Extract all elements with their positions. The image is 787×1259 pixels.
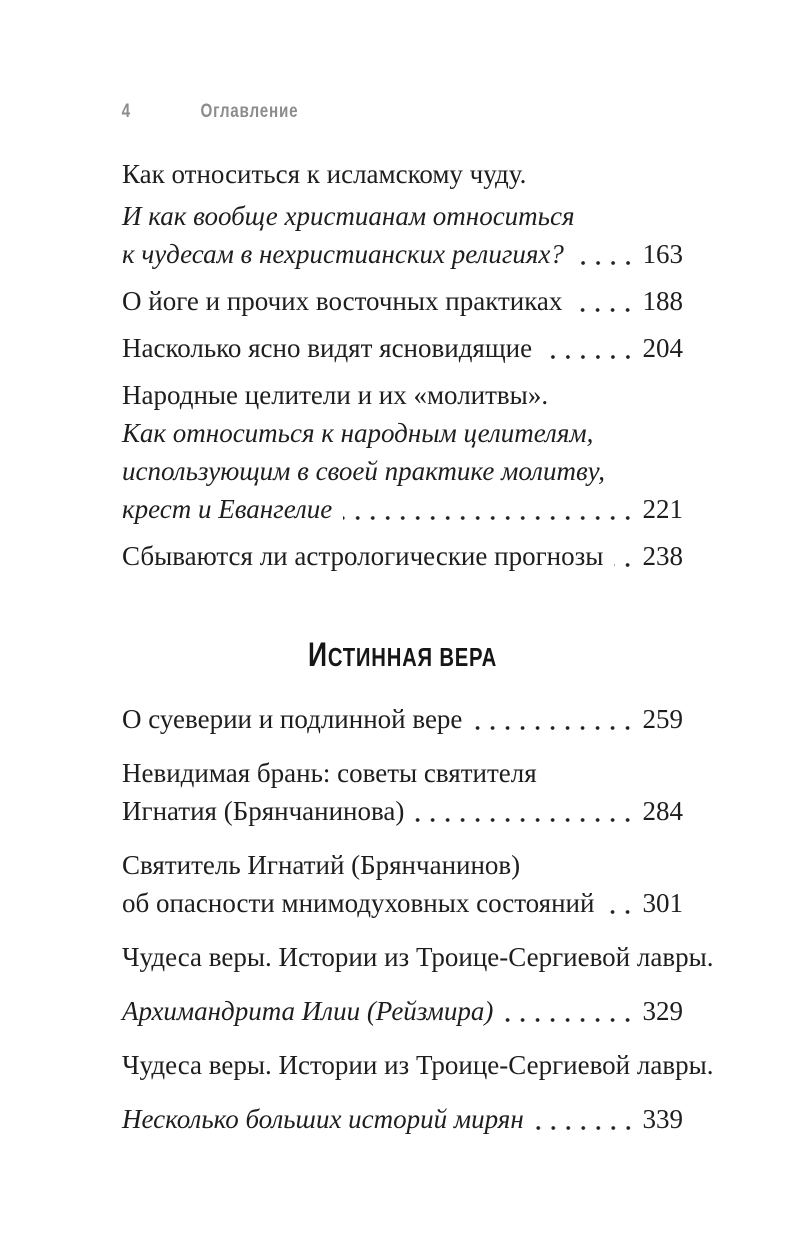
toc-row bbox=[122, 754, 683, 792]
table-of-contents bbox=[0, 155, 787, 1138]
toc-row bbox=[122, 938, 714, 976]
toc-entry-text: Чудеса веры. Истории из Троице-Сергиевой лавры. bbox=[122, 1050, 714, 1080]
dot-leader bbox=[535, 1125, 636, 1131]
toc-entry-text: Сбываются ли астрологические прогнозы bbox=[122, 541, 604, 571]
toc-entry-text: Чудеса веры. Истории из Троице-Сергиевой лавры. bbox=[122, 942, 714, 972]
toc-page-number: 329 bbox=[642, 996, 683, 1026]
toc-row bbox=[122, 376, 683, 414]
toc-entry-text: Как относиться к исламскому чуду. bbox=[122, 159, 527, 189]
dot-leader bbox=[415, 817, 635, 823]
toc-page-number: 204 bbox=[642, 333, 683, 363]
toc-entry-text: Святитель Игнатий (Брянчанинов) bbox=[122, 850, 521, 880]
toc-entry-text: Архимандрита Илии (Рейзмира) bbox=[122, 996, 494, 1026]
toc-row bbox=[122, 1046, 714, 1084]
toc-entry-text: И как вообще христианам относиться bbox=[122, 201, 575, 231]
toc-page-number: 238 bbox=[642, 541, 683, 571]
toc-page-number: 301 bbox=[642, 888, 683, 918]
page-header bbox=[0, 0, 630, 124]
toc-entry-text: О йоге и прочих восточных практиках bbox=[122, 286, 563, 316]
toc-row bbox=[122, 329, 683, 367]
toc-row bbox=[122, 792, 683, 830]
toc-row bbox=[122, 414, 683, 452]
toc-row bbox=[122, 537, 683, 575]
toc-entry-text: Несколько больших историй мирян bbox=[122, 1104, 524, 1134]
toc-page-number: 188 bbox=[642, 286, 683, 316]
toc-row bbox=[122, 155, 683, 193]
toc-entry-text: Невидимая брань: советы святителя bbox=[122, 758, 537, 788]
toc-row bbox=[122, 282, 683, 320]
toc-page-number: 163 bbox=[642, 239, 683, 269]
toc-page-number: 221 bbox=[642, 494, 683, 524]
toc-row bbox=[122, 490, 683, 528]
toc-page-number: 284 bbox=[642, 796, 683, 826]
toc-entry-text: Как относиться к народным целителям, bbox=[122, 418, 594, 448]
toc-row bbox=[122, 992, 683, 1030]
dot-leader bbox=[573, 307, 635, 313]
toc-row bbox=[122, 197, 683, 235]
folio-page-number: 4 bbox=[121, 101, 131, 122]
running-title: Оглавление bbox=[200, 101, 299, 122]
toc-entry-text: Игнатия (Брянчанинова) bbox=[122, 796, 405, 826]
toc-entry-text: об опасности мнимодуховных состояний bbox=[122, 888, 595, 918]
toc-row bbox=[122, 700, 683, 738]
dot-leader bbox=[605, 909, 635, 915]
toc-entry-text: использующим в своей практике молитву, bbox=[122, 456, 606, 486]
toc-row bbox=[122, 235, 683, 273]
toc-page-number: 259 bbox=[642, 704, 683, 734]
dot-leader bbox=[543, 354, 635, 360]
toc-row bbox=[122, 452, 683, 490]
toc-entry-text: крест и Евангелие bbox=[122, 494, 333, 524]
dot-leader bbox=[343, 515, 635, 521]
dot-leader bbox=[614, 562, 635, 568]
dot-leader bbox=[473, 725, 635, 731]
toc-page-number: 339 bbox=[642, 1104, 683, 1134]
toc-row bbox=[122, 884, 683, 922]
toc-entry-text: Насколько ясно видят ясновидящие bbox=[122, 333, 533, 363]
toc-row bbox=[122, 1100, 683, 1138]
toc-entry-text: О суеверии и подлинной вере bbox=[122, 704, 463, 734]
dot-leader bbox=[575, 260, 636, 266]
toc-entry-text: Народные целители и их «молитвы». bbox=[122, 380, 549, 410]
section-heading: ИСТИННАЯ ВЕРА bbox=[307, 636, 498, 674]
toc-row bbox=[122, 846, 683, 884]
dot-leader bbox=[504, 1017, 635, 1023]
toc-entry-text: к чудесам в нехристианских религиях? bbox=[122, 239, 564, 269]
